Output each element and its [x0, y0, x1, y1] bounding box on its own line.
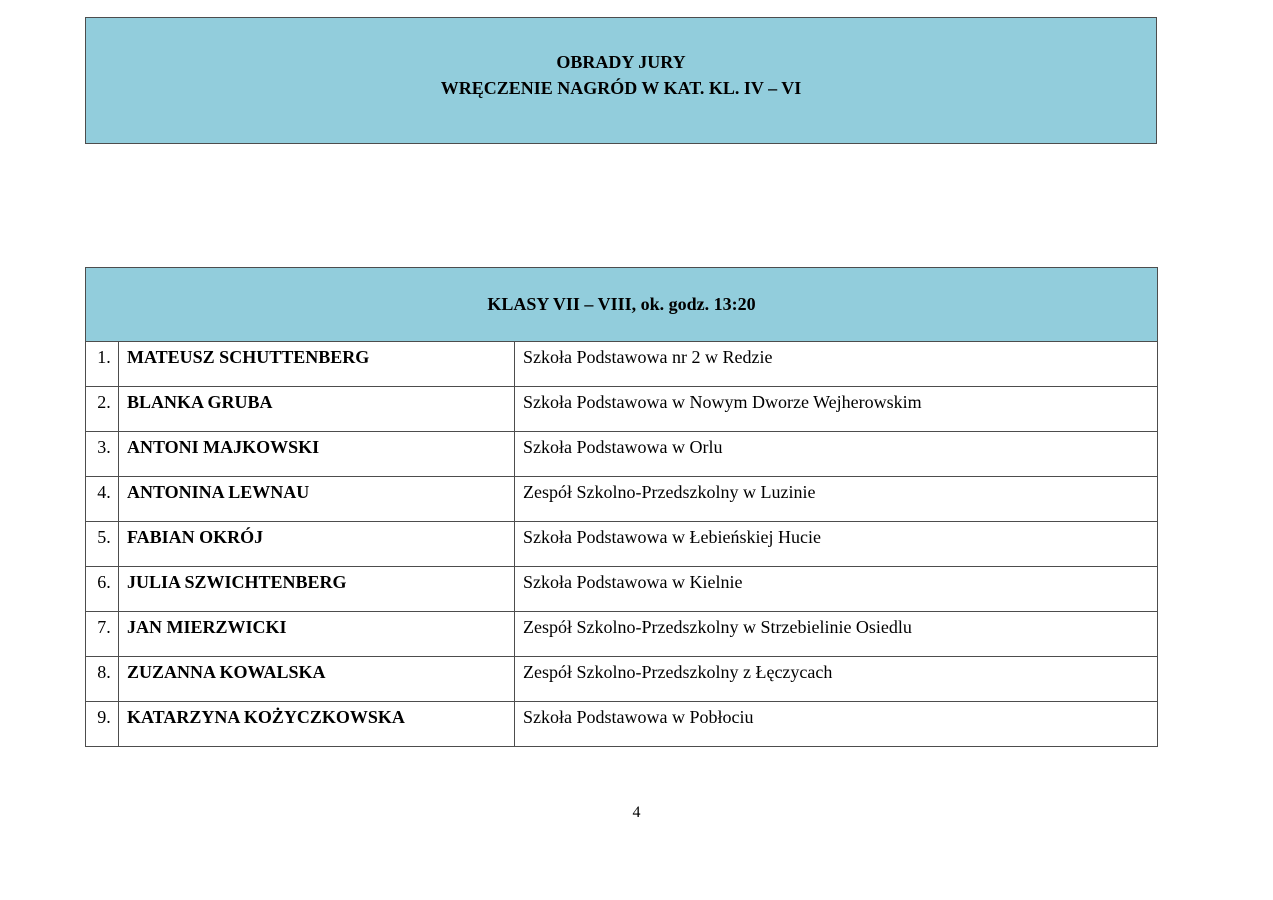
- row-number: 8.: [86, 657, 119, 702]
- row-number: 6.: [86, 567, 119, 612]
- table-row: [86, 477, 1158, 522]
- school-name: Zespół Szkolno-Przedszkolny w Luzinie: [515, 477, 1158, 522]
- row-number: 4.: [86, 477, 119, 522]
- row-number: 1.: [86, 342, 119, 387]
- row-number: 7.: [86, 612, 119, 657]
- table-row: [86, 702, 1158, 747]
- student-name: KATARZYNA KOŻYCZKOWSKA: [119, 702, 515, 747]
- school-name: Zespół Szkolno-Przedszkolny z Łęczycach: [515, 657, 1158, 702]
- table-header-row: [86, 268, 1158, 342]
- table-row: [86, 342, 1158, 387]
- table-row: [86, 522, 1158, 567]
- page-number: 4: [632, 804, 641, 821]
- student-name: BLANKA GRUBA: [119, 387, 515, 432]
- student-name: ZUZANNA KOWALSKA: [119, 657, 515, 702]
- table-row: [86, 432, 1158, 477]
- student-name: FABIAN OKRÓJ: [119, 522, 515, 567]
- student-name: JAN MIERZWICKI: [119, 612, 515, 657]
- student-name: MATEUSZ SCHUTTENBERG: [119, 342, 515, 387]
- schedule-header-line1: OBRADY JURY: [556, 52, 686, 72]
- school-name: Szkoła Podstawowa w Orlu: [515, 432, 1158, 477]
- school-name: Szkoła Podstawowa w Kielnie: [515, 567, 1158, 612]
- student-name: ANTONINA LEWNAU: [119, 477, 515, 522]
- row-number: 9.: [86, 702, 119, 747]
- school-name: Szkoła Podstawowa w Nowym Dworze Wejherowskim: [515, 387, 1158, 432]
- table-title: KLASY VII – VIII, ok. godz. 13:20: [86, 268, 1158, 342]
- table-row: [86, 567, 1158, 612]
- schedule-header-box: [85, 17, 1157, 144]
- table-row: [86, 657, 1158, 702]
- school-name: Szkoła Podstawowa w Pobłociu: [515, 702, 1158, 747]
- row-number: 2.: [86, 387, 119, 432]
- table-row: [86, 387, 1158, 432]
- school-name: Zespół Szkolno-Przedszkolny w Strzebielinie Osiedlu: [515, 612, 1158, 657]
- student-name: JULIA SZWICHTENBERG: [119, 567, 515, 612]
- row-number: 5.: [86, 522, 119, 567]
- table-row: [86, 612, 1158, 657]
- student-name: ANTONI MAJKOWSKI: [119, 432, 515, 477]
- row-number: 3.: [86, 432, 119, 477]
- awards-table: [85, 267, 1158, 747]
- school-name: Szkoła Podstawowa w Łebieńskiej Hucie: [515, 522, 1158, 567]
- schedule-header-line2: WRĘCZENIE NAGRÓD W KAT. KL. IV – VI: [440, 78, 802, 98]
- school-name: Szkoła Podstawowa nr 2 w Redzie: [515, 342, 1158, 387]
